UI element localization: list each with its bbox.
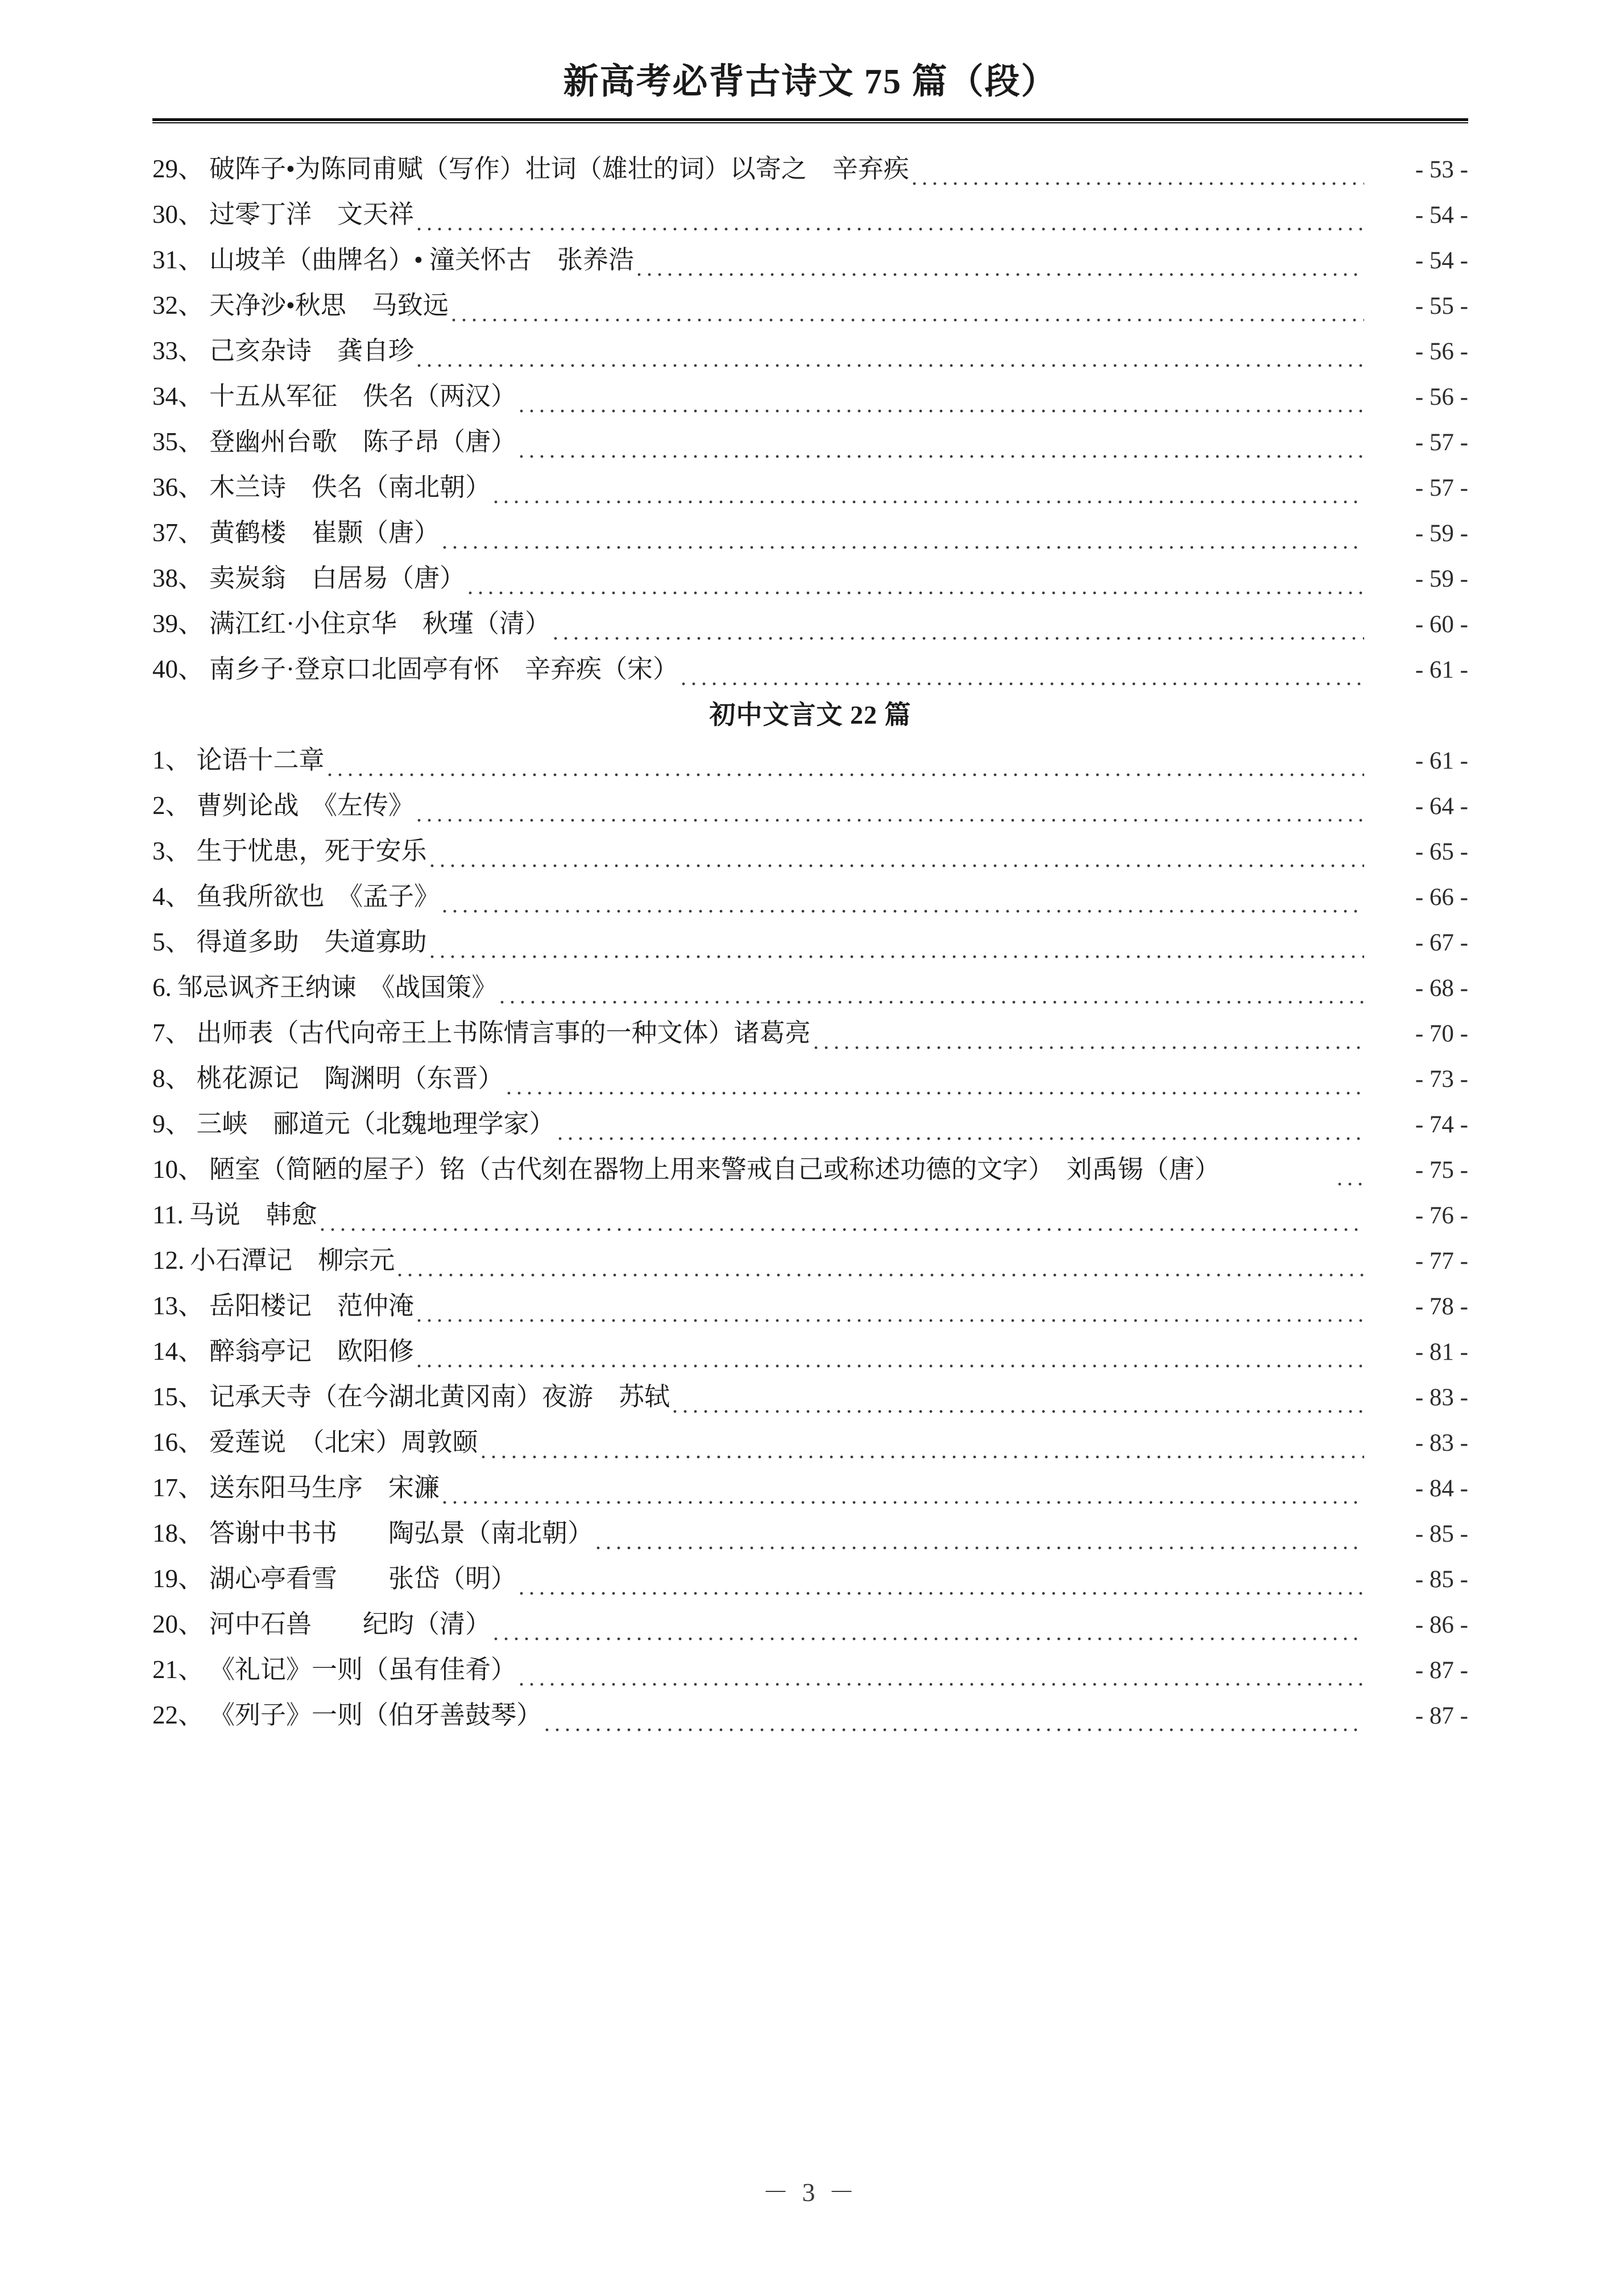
toc-dot-leader xyxy=(452,302,1364,327)
toc-entry-page-number: - 85 - xyxy=(1415,1566,1468,1593)
toc-entry-title: 十五从军征 佚名（两汉） xyxy=(209,382,517,410)
toc-entry-number: 30、 xyxy=(152,200,204,229)
toc-entry-title: 南乡子·登京口北固亭有怀 辛弃疾（宋） xyxy=(209,655,679,683)
toc-entry-title: 醉翁亭记 欧阳修 xyxy=(209,1337,415,1365)
toc-entry-number: 33、 xyxy=(152,337,204,365)
toc-entry-title: 小石潭记 柳宗元 xyxy=(190,1246,395,1274)
toc-entry-title: 记承天寺（在今湖北黄冈南）夜游 苏轼 xyxy=(209,1382,670,1411)
toc-entry-number: 1、 xyxy=(152,746,191,774)
toc-dot-leader xyxy=(545,1712,1364,1737)
toc-entry-title: 《列子》一则（伯牙善鼓琴） xyxy=(209,1701,542,1729)
toc-entry-number: 11. xyxy=(152,1201,184,1229)
toc-entry[interactable] xyxy=(152,510,1468,556)
toc-dot-leader xyxy=(558,1120,1364,1146)
toc-entry[interactable] xyxy=(152,1238,1468,1284)
toc-entry[interactable] xyxy=(152,1329,1468,1375)
toc-entry-title: 陋室（简陋的屋子）铭（古代刻在器物上用来警戒自己或称述功德的文字） 刘禹锡（唐） xyxy=(209,1155,1220,1184)
toc-entry-title: 生于忧患，死于安乐 xyxy=(196,837,427,865)
toc-dot-leader xyxy=(469,575,1364,600)
toc-entry-page-number: - 60 - xyxy=(1415,611,1468,638)
toc-entry-number: 8、 xyxy=(152,1064,191,1093)
toc-entry-page-number: - 64 - xyxy=(1415,793,1468,820)
toc-entry-title: 岳阳楼记 范仲淹 xyxy=(209,1292,415,1320)
toc-entry-number: 20、 xyxy=(152,1610,204,1638)
toc-entry-number: 22、 xyxy=(152,1701,204,1729)
toc-entry[interactable] xyxy=(152,829,1468,874)
page-footer: － 3 － xyxy=(763,2178,858,2207)
page-header-title: 新高考必背古诗文 75 篇（段） xyxy=(563,63,1058,101)
toc-dot-leader xyxy=(500,984,1364,1010)
toc-entry-page-number: - 61 - xyxy=(1415,657,1468,683)
toc-dot-leader xyxy=(417,347,1364,373)
toc-entry[interactable] xyxy=(152,601,1468,647)
toc-entry-page-number: - 70 - xyxy=(1415,1020,1468,1047)
toc-entry-title: 山坡羊（曲牌名）• 潼关怀古 张养浩 xyxy=(209,246,635,274)
toc-dot-leader xyxy=(913,165,1364,191)
toc-entry-page-number: - 55 - xyxy=(1415,293,1468,319)
toc-entry-title: 邹忌讽齐王纳谏 《战国策》 xyxy=(177,973,498,1002)
toc-entry-page-number: - 61 - xyxy=(1415,748,1468,774)
toc-entry-number: 17、 xyxy=(152,1473,204,1502)
toc-entry-title: 《礼记》一则（虽有佳肴） xyxy=(209,1655,517,1684)
toc-entry-title: 答谢中书书 陶弘景（南北朝） xyxy=(209,1519,594,1547)
toc-entry-page-number: - 54 - xyxy=(1415,202,1468,229)
header-rule-thin-line xyxy=(152,122,1468,123)
toc-entry-number: 3、 xyxy=(152,837,191,865)
toc-entry-page-number: - 57 - xyxy=(1415,475,1468,501)
toc-entry-title: 马说 韩愈 xyxy=(189,1201,317,1229)
header-rule-divider xyxy=(152,118,1468,123)
toc-entry-number: 19、 xyxy=(152,1564,204,1593)
toc-entry[interactable] xyxy=(152,1375,1468,1420)
toc-entry-title: 送东阳马生序 宋濂 xyxy=(209,1473,440,1502)
toc-entry-title: 满江红·小住京华 秋瑾（清） xyxy=(209,609,551,638)
toc-dot-leader xyxy=(398,1257,1364,1282)
toc-dot-leader xyxy=(417,1348,1364,1373)
toc-entry[interactable] xyxy=(152,1602,1468,1647)
toc-entry-title: 卖炭翁 白居易（唐） xyxy=(209,564,466,592)
toc-entry-number: 40、 xyxy=(152,655,204,683)
toc-entry-number: 5、 xyxy=(152,928,191,956)
toc-entry-page-number: - 56 - xyxy=(1415,384,1468,410)
toc-entry-page-number: - 86 - xyxy=(1415,1612,1468,1638)
toc-entry-number: 13、 xyxy=(152,1292,204,1320)
toc-entry[interactable] xyxy=(152,1556,1468,1602)
toc-entry-page-number: - 73 - xyxy=(1415,1066,1468,1093)
toc-entry-title: 河中石兽 纪昀（清） xyxy=(209,1610,491,1638)
toc-dot-leader xyxy=(507,1075,1364,1101)
toc-entry-title: 论语十二章 xyxy=(196,746,325,774)
toc-entry[interactable] xyxy=(152,283,1468,329)
toc-entry-page-number: - 74 - xyxy=(1415,1111,1468,1138)
toc-dot-leader xyxy=(328,757,1364,782)
toc-dot-leader xyxy=(443,1484,1364,1510)
toc-entry-number: 9、 xyxy=(152,1110,191,1138)
toc-entry-page-number: - 81 - xyxy=(1415,1339,1468,1365)
toc-dot-leader xyxy=(430,848,1364,873)
toc-entry[interactable] xyxy=(152,1511,1468,1556)
toc-dot-leader xyxy=(682,666,1364,691)
toc-entry-number: 2、 xyxy=(152,791,191,820)
toc-entry[interactable] xyxy=(152,1647,1468,1693)
toc-entry-page-number: - 66 - xyxy=(1415,884,1468,911)
toc-dot-leader xyxy=(417,802,1364,828)
toc-dot-leader xyxy=(520,1575,1364,1601)
toc-entry[interactable] xyxy=(152,874,1468,920)
toc-entry-title: 三峡 郦道元（北魏地理学家） xyxy=(196,1110,555,1138)
toc-entry-number: 35、 xyxy=(152,427,204,456)
toc-dot-leader xyxy=(637,256,1364,282)
toc-entry-page-number: - 75 - xyxy=(1415,1157,1468,1184)
toc-entry[interactable] xyxy=(152,192,1468,238)
toc-entry-number: 34、 xyxy=(152,382,204,410)
toc-entry[interactable] xyxy=(152,1147,1468,1193)
toc-entry[interactable] xyxy=(152,783,1468,829)
toc-dot-leader xyxy=(443,893,1364,919)
toc-entry[interactable] xyxy=(152,465,1468,510)
toc-entry[interactable] xyxy=(152,1420,1468,1465)
toc-entry-title: 得道多助 失道寡助 xyxy=(196,928,427,956)
table-of-contents xyxy=(152,147,1468,1738)
toc-entry-page-number: - 85 - xyxy=(1415,1521,1468,1547)
toc-entry-title: 黄鹤楼 崔颢（唐） xyxy=(209,518,440,547)
toc-entry-title: 出师表（古代向帝王上书陈情言事的一种文体）诸葛亮 xyxy=(196,1019,811,1047)
toc-entry[interactable] xyxy=(152,1056,1468,1102)
toc-entry-title: 鱼我所欲也 《孟子》 xyxy=(196,882,440,911)
toc-entry-title: 己亥杂诗 龚自珍 xyxy=(209,337,415,365)
toc-entry[interactable] xyxy=(152,1284,1468,1329)
toc-entry-page-number: - 78 - xyxy=(1415,1293,1468,1320)
toc-dot-leader xyxy=(596,1530,1364,1555)
toc-entry-page-number: - 87 - xyxy=(1415,1703,1468,1729)
toc-dot-leader xyxy=(443,529,1364,555)
toc-dot-leader xyxy=(417,211,1364,236)
toc-dot-leader xyxy=(1338,1166,1364,1191)
toc-entry-number: 7、 xyxy=(152,1019,191,1047)
toc-entry[interactable] xyxy=(152,329,1468,374)
toc-entry-title: 过零丁洋 文天祥 xyxy=(209,200,415,229)
toc-entry[interactable] xyxy=(152,556,1468,601)
toc-entry[interactable] xyxy=(152,647,1468,692)
toc-entry-number: 14、 xyxy=(152,1337,204,1365)
toc-entry-number: 10、 xyxy=(152,1155,204,1184)
toc-entry[interactable] xyxy=(152,738,1468,783)
toc-entry-page-number: - 59 - xyxy=(1415,520,1468,547)
toc-dot-leader xyxy=(494,484,1364,509)
toc-entry-page-number: - 83 - xyxy=(1415,1384,1468,1411)
toc-entry-number: 38、 xyxy=(152,564,204,592)
toc-entry-number: 6. xyxy=(152,973,172,1002)
toc-entry-title: 曹刿论战 《左传》 xyxy=(196,791,415,820)
toc-entry-number: 32、 xyxy=(152,291,204,319)
toc-entry-number: 16、 xyxy=(152,1428,204,1456)
toc-entry-number: 15、 xyxy=(152,1382,204,1411)
toc-entry-page-number: - 84 - xyxy=(1415,1475,1468,1502)
toc-entry-title: 木兰诗 佚名（南北朝） xyxy=(209,473,491,501)
toc-entry[interactable] xyxy=(152,1465,1468,1511)
toc-entry-page-number: - 77 - xyxy=(1415,1248,1468,1274)
toc-entry-number: 31、 xyxy=(152,246,204,274)
toc-entry-number: 4、 xyxy=(152,882,191,911)
toc-dot-leader xyxy=(814,1029,1364,1055)
toc-dot-leader xyxy=(520,438,1364,464)
toc-dot-leader xyxy=(554,620,1364,646)
toc-entry-number: 18、 xyxy=(152,1519,204,1547)
toc-entry-title: 破阵子•为陈同甫赋（写作）壮词（雄壮的词）以寄之 辛弃疾 xyxy=(209,155,909,183)
toc-entry[interactable] xyxy=(152,1693,1468,1738)
toc-entry-number: 29、 xyxy=(152,155,204,183)
toc-entry-page-number: - 54 - xyxy=(1415,247,1468,274)
toc-entry-title: 湖心亭看雪 张岱（明） xyxy=(209,1564,517,1593)
toc-entry-page-number: - 53 - xyxy=(1415,156,1468,183)
toc-entry-number: 37、 xyxy=(152,518,204,547)
toc-entry[interactable] xyxy=(152,147,1468,192)
toc-dot-leader xyxy=(321,1211,1364,1237)
toc-entry-title: 登幽州台歌 陈子昂（唐） xyxy=(209,427,517,456)
toc-entry-number: 39、 xyxy=(152,609,204,638)
toc-entry-title: 桃花源记 陶渊明（东晋） xyxy=(196,1064,504,1093)
toc-dot-leader xyxy=(494,1621,1364,1646)
toc-entry[interactable] xyxy=(152,920,1468,965)
toc-entry[interactable] xyxy=(152,238,1468,283)
toc-entry-page-number: - 65 - xyxy=(1415,838,1468,865)
toc-entry[interactable] xyxy=(152,1011,1468,1056)
toc-entry[interactable] xyxy=(152,374,1468,420)
toc-entry-title: 天净沙•秋思 马致远 xyxy=(209,291,449,319)
toc-entry-page-number: - 56 - xyxy=(1415,338,1468,365)
toc-dot-leader xyxy=(417,1302,1364,1328)
toc-dot-leader xyxy=(482,1439,1364,1464)
toc-entry[interactable] xyxy=(152,420,1468,465)
toc-entry-page-number: - 76 - xyxy=(1415,1202,1468,1229)
toc-entry-page-number: - 87 - xyxy=(1415,1657,1468,1684)
toc-entry-page-number: - 83 - xyxy=(1415,1430,1468,1456)
toc-dot-leader xyxy=(430,939,1364,964)
toc-entry-number: 21、 xyxy=(152,1655,204,1684)
toc-dot-leader xyxy=(520,393,1364,418)
toc-entry-page-number: - 67 - xyxy=(1415,929,1468,956)
toc-entry[interactable] xyxy=(152,965,1468,1011)
toc-entry-number: 36、 xyxy=(152,473,204,501)
toc-entry-number: 12. xyxy=(152,1246,185,1274)
toc-entry[interactable] xyxy=(152,1102,1468,1147)
page-header xyxy=(152,64,1468,101)
toc-entry[interactable] xyxy=(152,1193,1468,1238)
toc-dot-leader xyxy=(673,1393,1364,1419)
toc-entry-page-number: - 68 - xyxy=(1415,975,1468,1002)
toc-entry-title: 爱莲说 （北宋）周敦颐 xyxy=(209,1428,478,1456)
toc-entry-page-number: - 59 - xyxy=(1415,566,1468,592)
toc-section-heading: 初中文言文 22 篇 xyxy=(709,700,912,729)
toc-dot-leader xyxy=(520,1666,1364,1692)
toc-entry-page-number: - 57 - xyxy=(1415,429,1468,456)
header-rule-thick-line xyxy=(152,118,1468,121)
